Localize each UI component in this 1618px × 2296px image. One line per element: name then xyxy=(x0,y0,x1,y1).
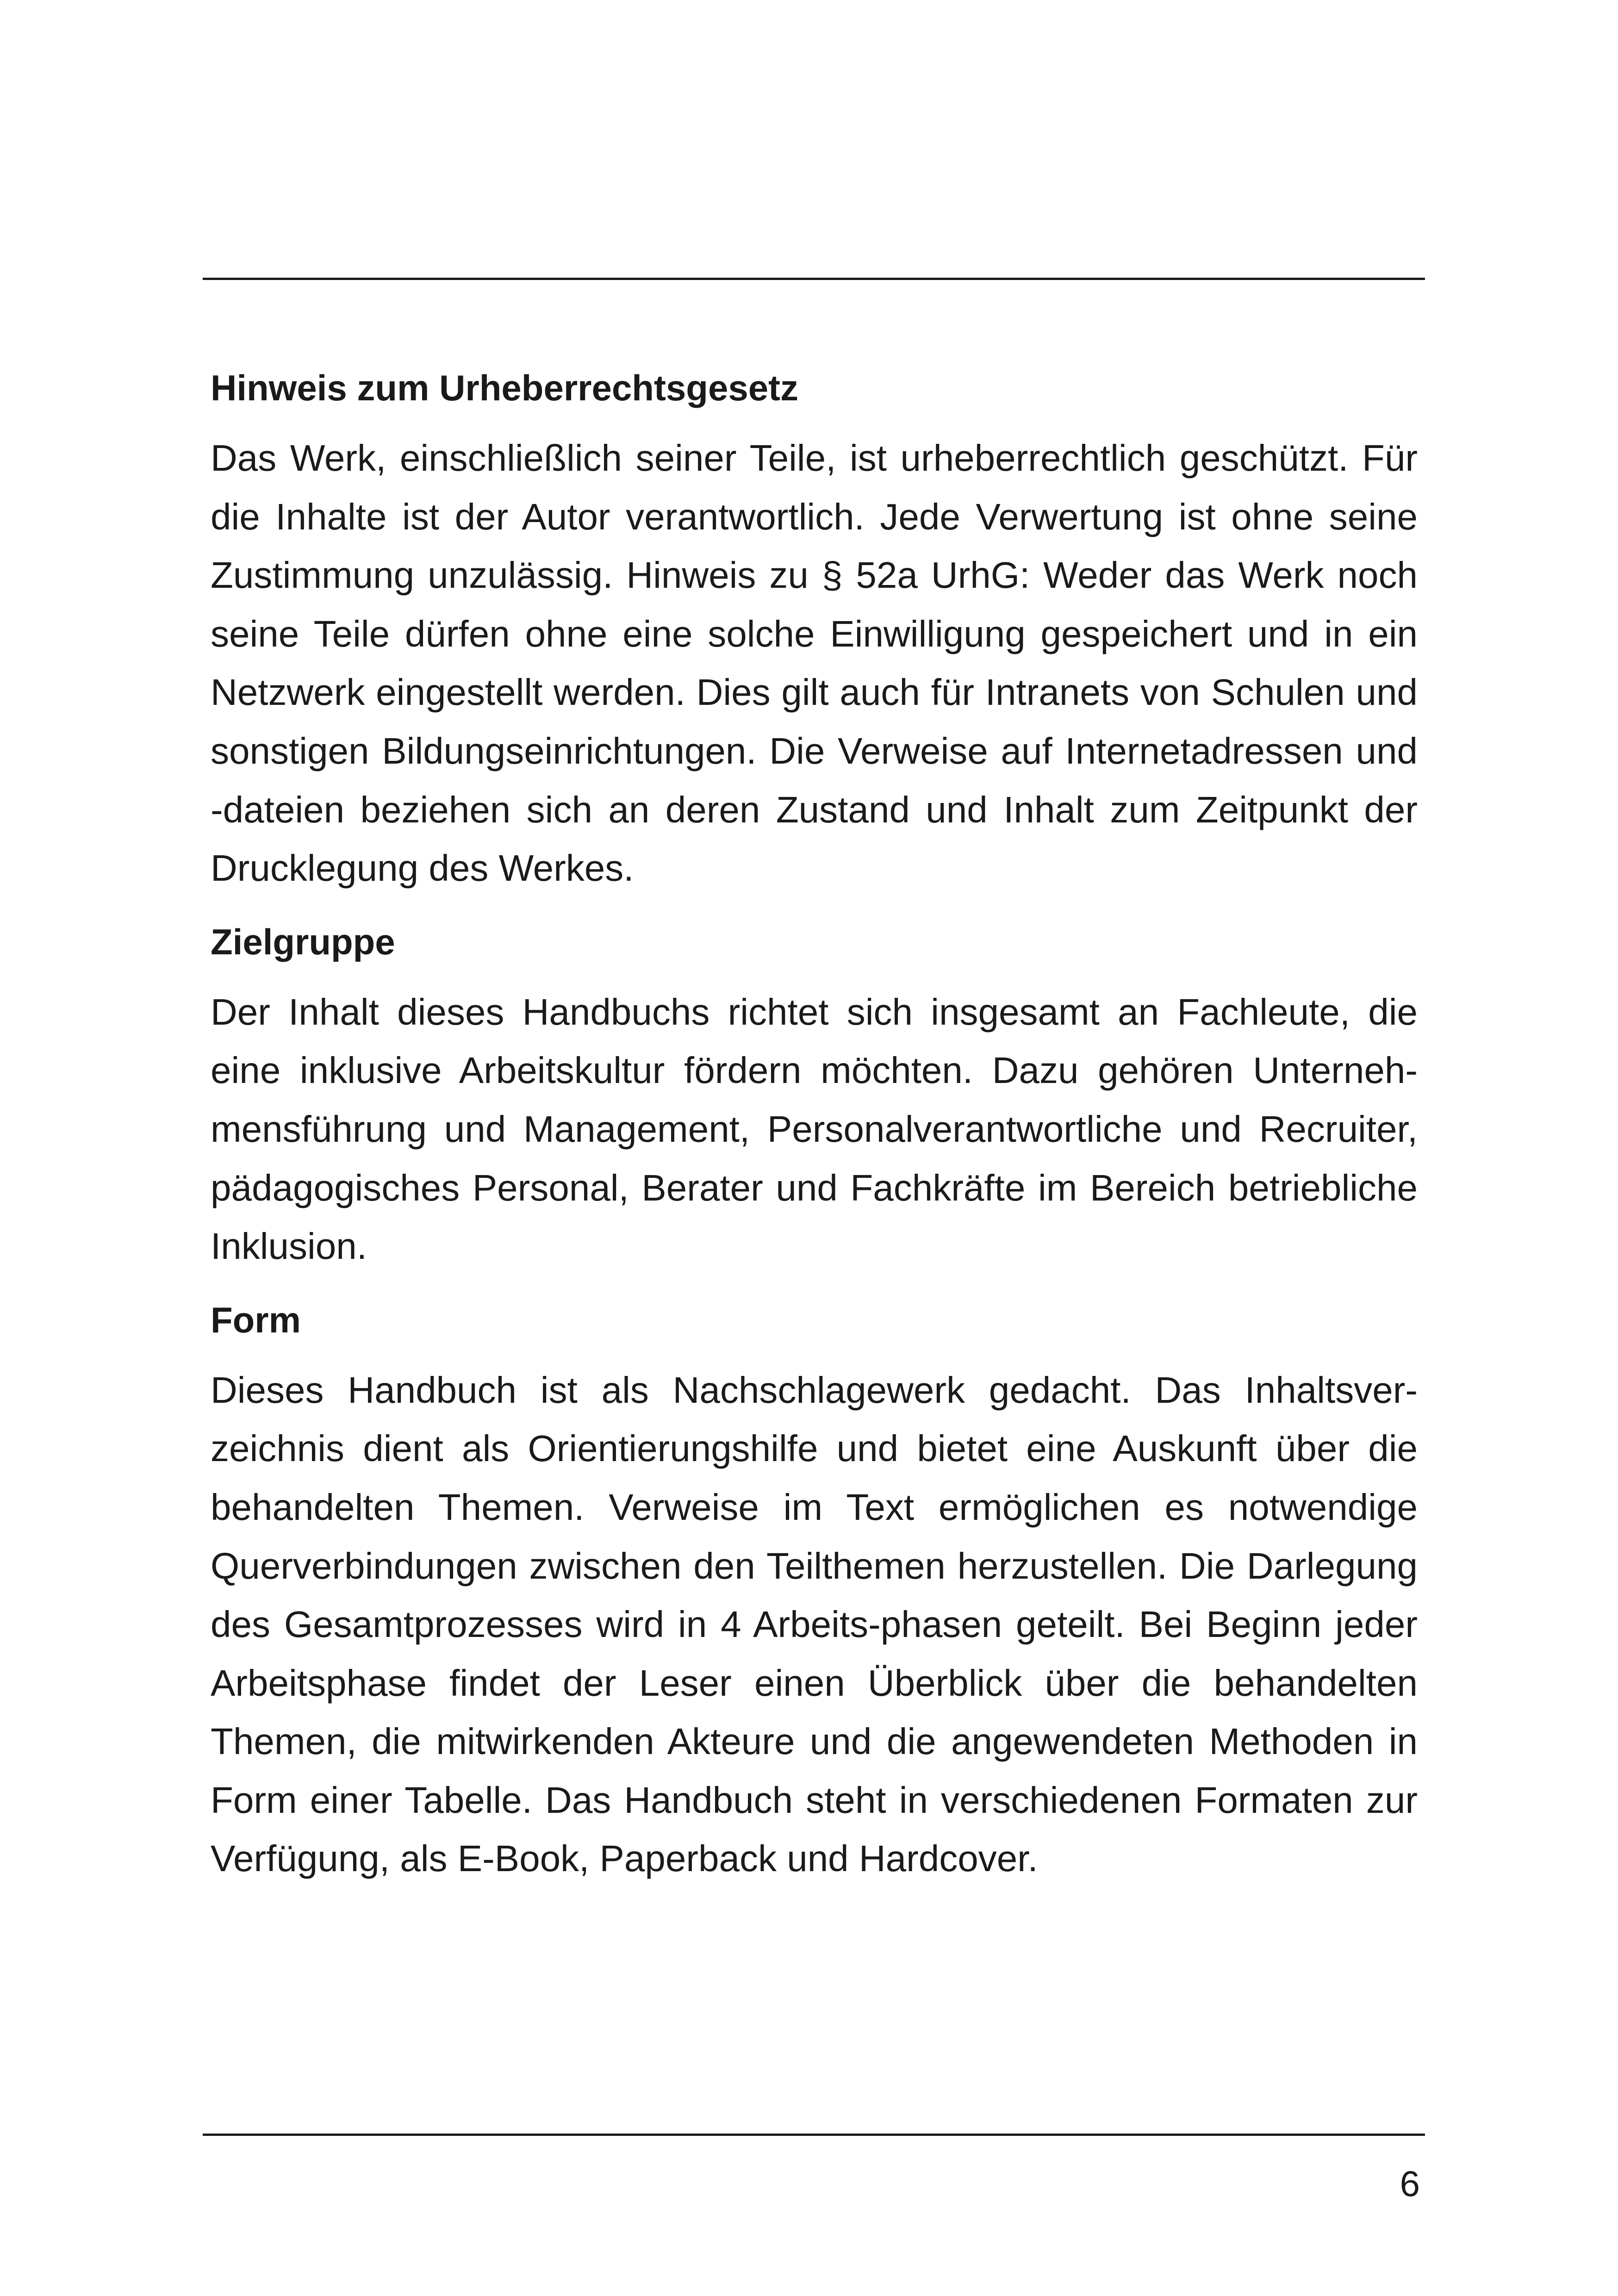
section-body-form: Dieses Handbuch ist als Nachschlagewerk gedacht. Das Inhaltsverzeichnis dient als Orientierungshilfe und bietet eine Auskunft über die behandelten Themen. Verweise im Text ermöglichen es notwendige Querverbindungen zwischen den Teilthemen herzustellen. Die Darlegung des Gesamtprozesses wird in 4 Arbeits-phasen geteilt. Bei Beginn jeder Arbeitsphase findet der Leser einen Überblick über die behandelten Themen, die mitwirkenden Akteure und die angewendeten Methoden in Form einer Tabelle. Das Handbuch steht in verschiedenen Formaten zur Verfügung, als E-Book, Paperback und Hardcover. xyxy=(211,1369,1418,1879)
section-heading-form: Form xyxy=(211,1299,301,1340)
section-heading-target-group: Zielgruppe xyxy=(211,921,395,962)
section-heading-copyright: Hinweis zum Urheberrechtsgesetz xyxy=(211,367,799,408)
footer-rule xyxy=(203,2134,1425,2136)
section-body-copyright: Das Werk, einschließlich seiner Teile, ist urheberrechtlich geschützt. Für die Inhalte ist der Autor verantwortlich. Jede Verwertung ist ohne seine Zustimmung unzulässig. Hinweis zu § 52a UrhG: Weder das Werk noch seine Teile dürfen ohne eine solche Einwilligung gespeichert und in ein Netzwerk eingestellt werden. Dies gilt auch für Intranets von Schulen und sonstigen Bildungseinrichtungen. Die Verweise auf Internetadressen und -dateien beziehen sich an deren Zustand und Inhalt zum Zeitpunkt der Drucklegung des Werkes. xyxy=(211,437,1418,889)
section-body-target-group: Der Inhalt dieses Handbuchs richtet sich insgesamt an Fachleute, die eine inklusive Arbeitskultur fördern möchten. Dazu gehören Unternehmensführung und Management, Personalverantwortliche und Recruiter, pädagogisches Personal, Berater und Fachkräfte im Bereich betriebliche Inklusion. xyxy=(211,991,1418,1267)
page-content xyxy=(211,359,1418,1903)
page-number: 6 xyxy=(1400,2163,1420,2204)
header-rule xyxy=(203,278,1425,280)
